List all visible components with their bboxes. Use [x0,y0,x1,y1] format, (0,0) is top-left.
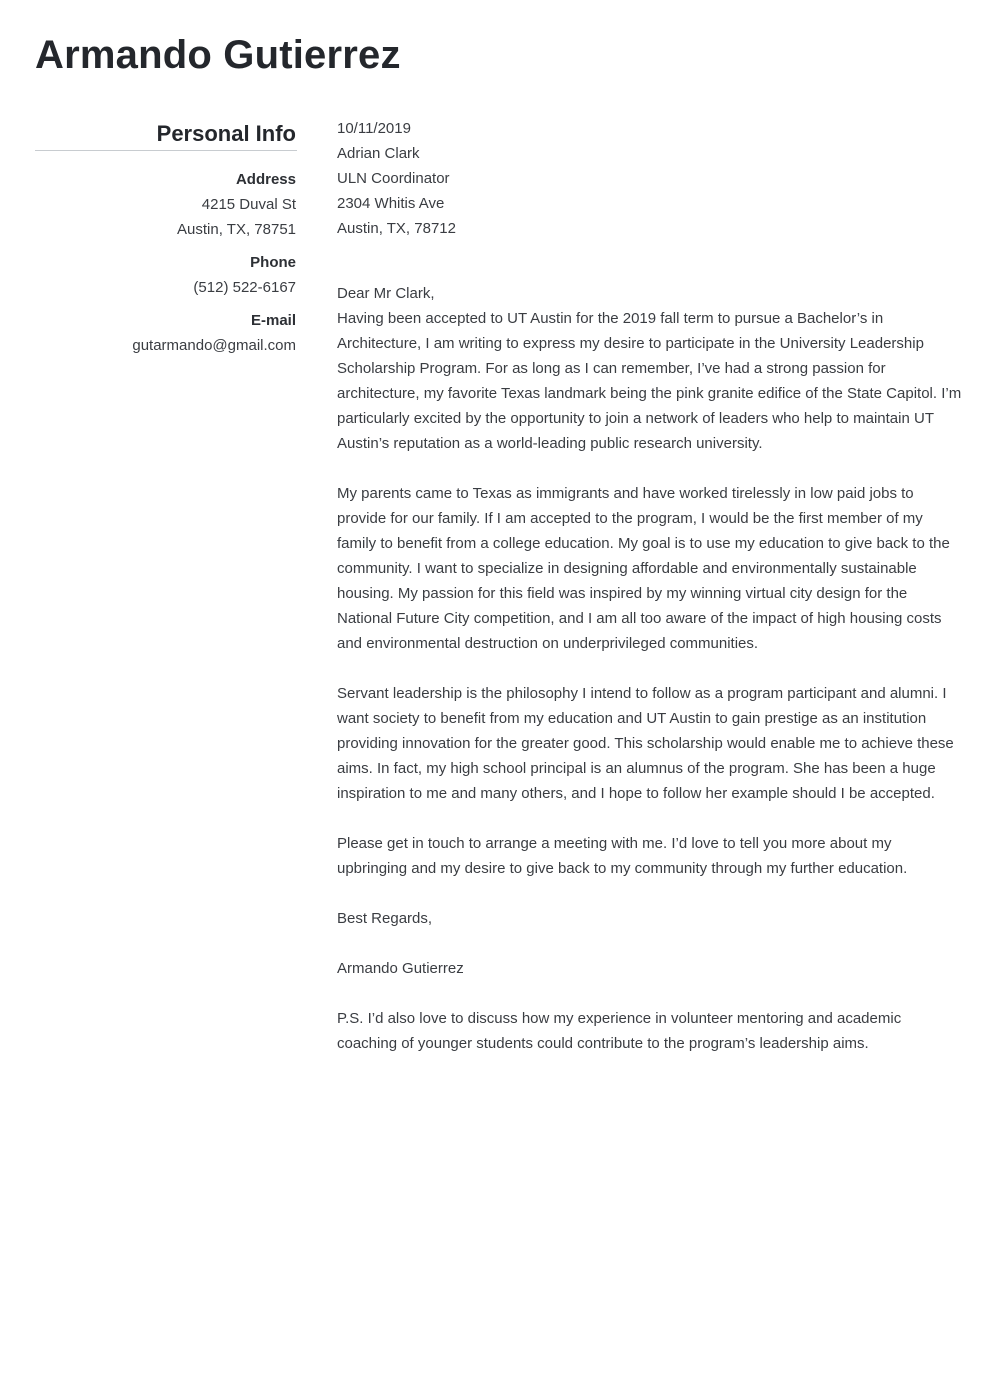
address-line-2: Austin, TX, 78751 [177,221,296,238]
email-label: E-mail [250,312,296,329]
address-line-1: 4215 Duval St [201,196,296,213]
cover-letter-body [337,116,962,1081]
personal-info-heading: Personal Info [35,119,297,151]
phone-section [35,250,297,300]
signature: Armando Gutierrez [337,960,464,977]
email-value: gutarmando@gmail.com [132,337,296,354]
postscript: P.S. I’d also love to discuss how my experience in volunteer mentoring and academic coaching of younger students could contribute to the program’s leadership aims. [337,1010,902,1052]
applicant-name: Armando Gutierrez [35,33,401,77]
salutation: Dear Mr Clark, [337,285,435,302]
personal-info-sidebar [35,119,297,358]
recipient-street: 2304 Whitis Ave [337,195,445,212]
email-section [35,308,297,358]
recipient-title: ULN Coordinator [337,170,450,187]
letter-paragraph: Please get in touch to arrange a meeting with me. I’d love to tell you more about my upbringing and my desire to give back to my community through my further education. [337,835,908,877]
letter-paragraph: My parents came to Texas as immigrants and have worked tirelessly in low paid jobs to provide for our family. If I am accepted to the program, I would be the first member of my family to benefit from a college education. My goal is to use my education to give back to the community. I want to specialize in designing affordable and environmentally sustainable housing. My passion for this field was inspired by my winning virtual city design for the National Future City competition, and I am all too aware of the impact of high housing costs and environmental destruction on underprivileged communities. [337,485,950,652]
letter-paragraph: Having been accepted to UT Austin for the 2019 fall term to pursue a Bachelor’s in Architecture, I am writing to express my desire to participate in the University Leadership Scholarship Program. For as long as I can remember, I’ve had a strong passion for architecture, my favorite Texas landmark being the pink granite edifice of the State Capitol. I’m particularly excited by the opportunity to join a network of leaders who help to maintain UT Austin’s reputation as a world-leading public research university. [337,310,962,452]
phone-label: Phone [250,254,296,271]
closing: Best Regards, [337,910,433,927]
recipient-name: Adrian Clark [337,145,420,162]
address-section [35,167,297,242]
address-label: Address [235,171,296,188]
letter-paragraph: Servant leadership is the philosophy I intend to follow as a program participant and alumni. I want society to benefit from my education and UT Austin to gain prestige as an institution providing innovation for the greater good. This scholarship would enable me to achieve these aims. In fact, my high school principal is an alumnus of the program. She has been a huge inspiration to me and many others, and I hope to follow her example should I be accepted. [337,685,954,802]
letter-date: 10/11/2019 [337,120,411,137]
phone-value: (512) 522-6167 [193,279,296,296]
recipient-block [337,141,962,241]
recipient-city: Austin, TX, 78712 [337,220,456,237]
